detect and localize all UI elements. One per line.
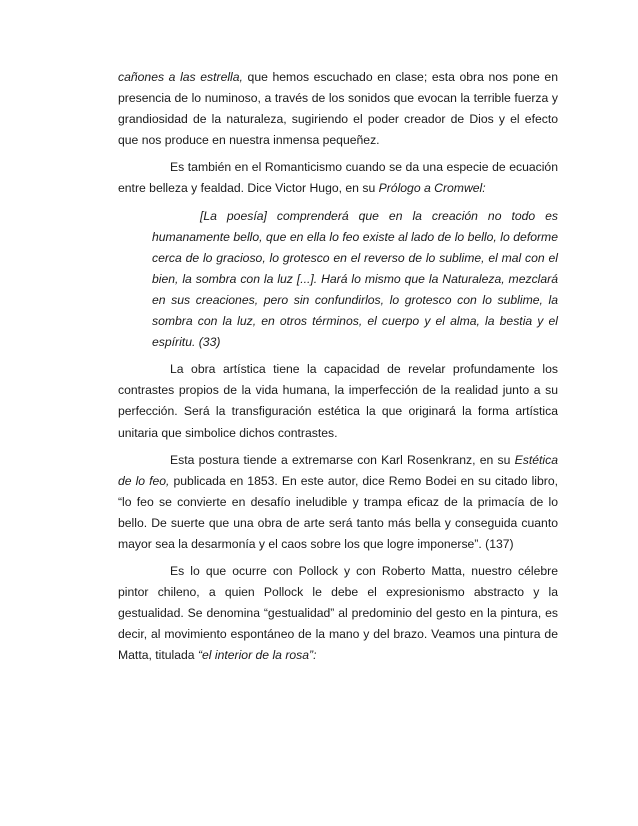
block-quote-victor-hugo: [La poesía] comprenderá que en la creación no todo es humanamente bello, que en ella lo feo existe al lado de lo bello, lo deforme cerca de lo gracioso, lo grotesco en el reverso de lo sublime, el mal con el bien, la sombra con la luz [...]. Hará lo mismo que la Naturaleza, mezclará en sus creaciones, pero sin confundirlos, lo grotesco con lo sublime, la sombra con la luz, en otros términos, el cuerpo y el alma, la bestia y el espíritu. (33) [152, 208, 558, 350]
paragraph-text: La obra artística tiene la capacidad de revelar profundamente los contrastes propios de la vida humana, la imperfección de la realidad junto a su perfección. Será la transfiguración estética la que originará la forma artística unitaria que simbolice dichos contrastes. [118, 362, 558, 440]
paragraph-text: que hemos escuchado en clase; esta obra nos pone en presencia de lo numinoso, a través de los sonidos que evocan la terrible fuerza y grandiosidad de la naturaleza, sugiriendo el poder creador de Dios y el efecto que nos produce en nuestra inmensa pequeñez. [118, 70, 558, 148]
paragraph-text: Es también en el Romanticismo cuando se da una especie de ecuación entre belleza y fealdad. Dice Victor Hugo, en su [118, 160, 558, 196]
paragraph-pollock-matta [118, 561, 558, 666]
paragraph-text: Esta postura tiende a extremarse con Karl Rosenkranz, en su [170, 452, 515, 467]
work-title-cromwel: Prólogo a Cromwel: [378, 181, 486, 196]
work-title-interior-de-la-rosa: “el interior de la rosa”: [197, 648, 317, 663]
italic-quote-fragment: cañones a las estrella, [118, 70, 243, 84]
work-title-estetica-de-lo-feo: Estética de lo feo, [118, 452, 558, 488]
paragraph-text-continued: publicada en 1853. En este autor, dice Remo Bodei en su citado libro, “lo feo se convierte en desafío ineludible y trampa eficaz de la primacía de lo bello. De suerte que una obra de arte será tanto más bella y conseguida cuanto mayor sea la desarmonía y el caos sobre los que logre imponerse”. (137) [118, 473, 558, 551]
paragraph-artistic-work [118, 359, 558, 443]
body-text [118, 67, 558, 673]
paragraph-text: Es lo que ocurre con Pollock y con Roberto Matta, nuestro célebre pintor chileno, a quien Pollock le debe el expresionismo abstracto y la gestualidad. Se denomina “gestualidad” al predominio del gesto en la pintura, es decir, al movimiento espontáneo de la mano y del brazo. Veamos una pintura de Matta, titulada [118, 564, 558, 663]
paragraph-romanticism [118, 157, 558, 199]
paragraph-rosenkranz [118, 450, 558, 555]
paragraph-beethoven [118, 67, 558, 151]
